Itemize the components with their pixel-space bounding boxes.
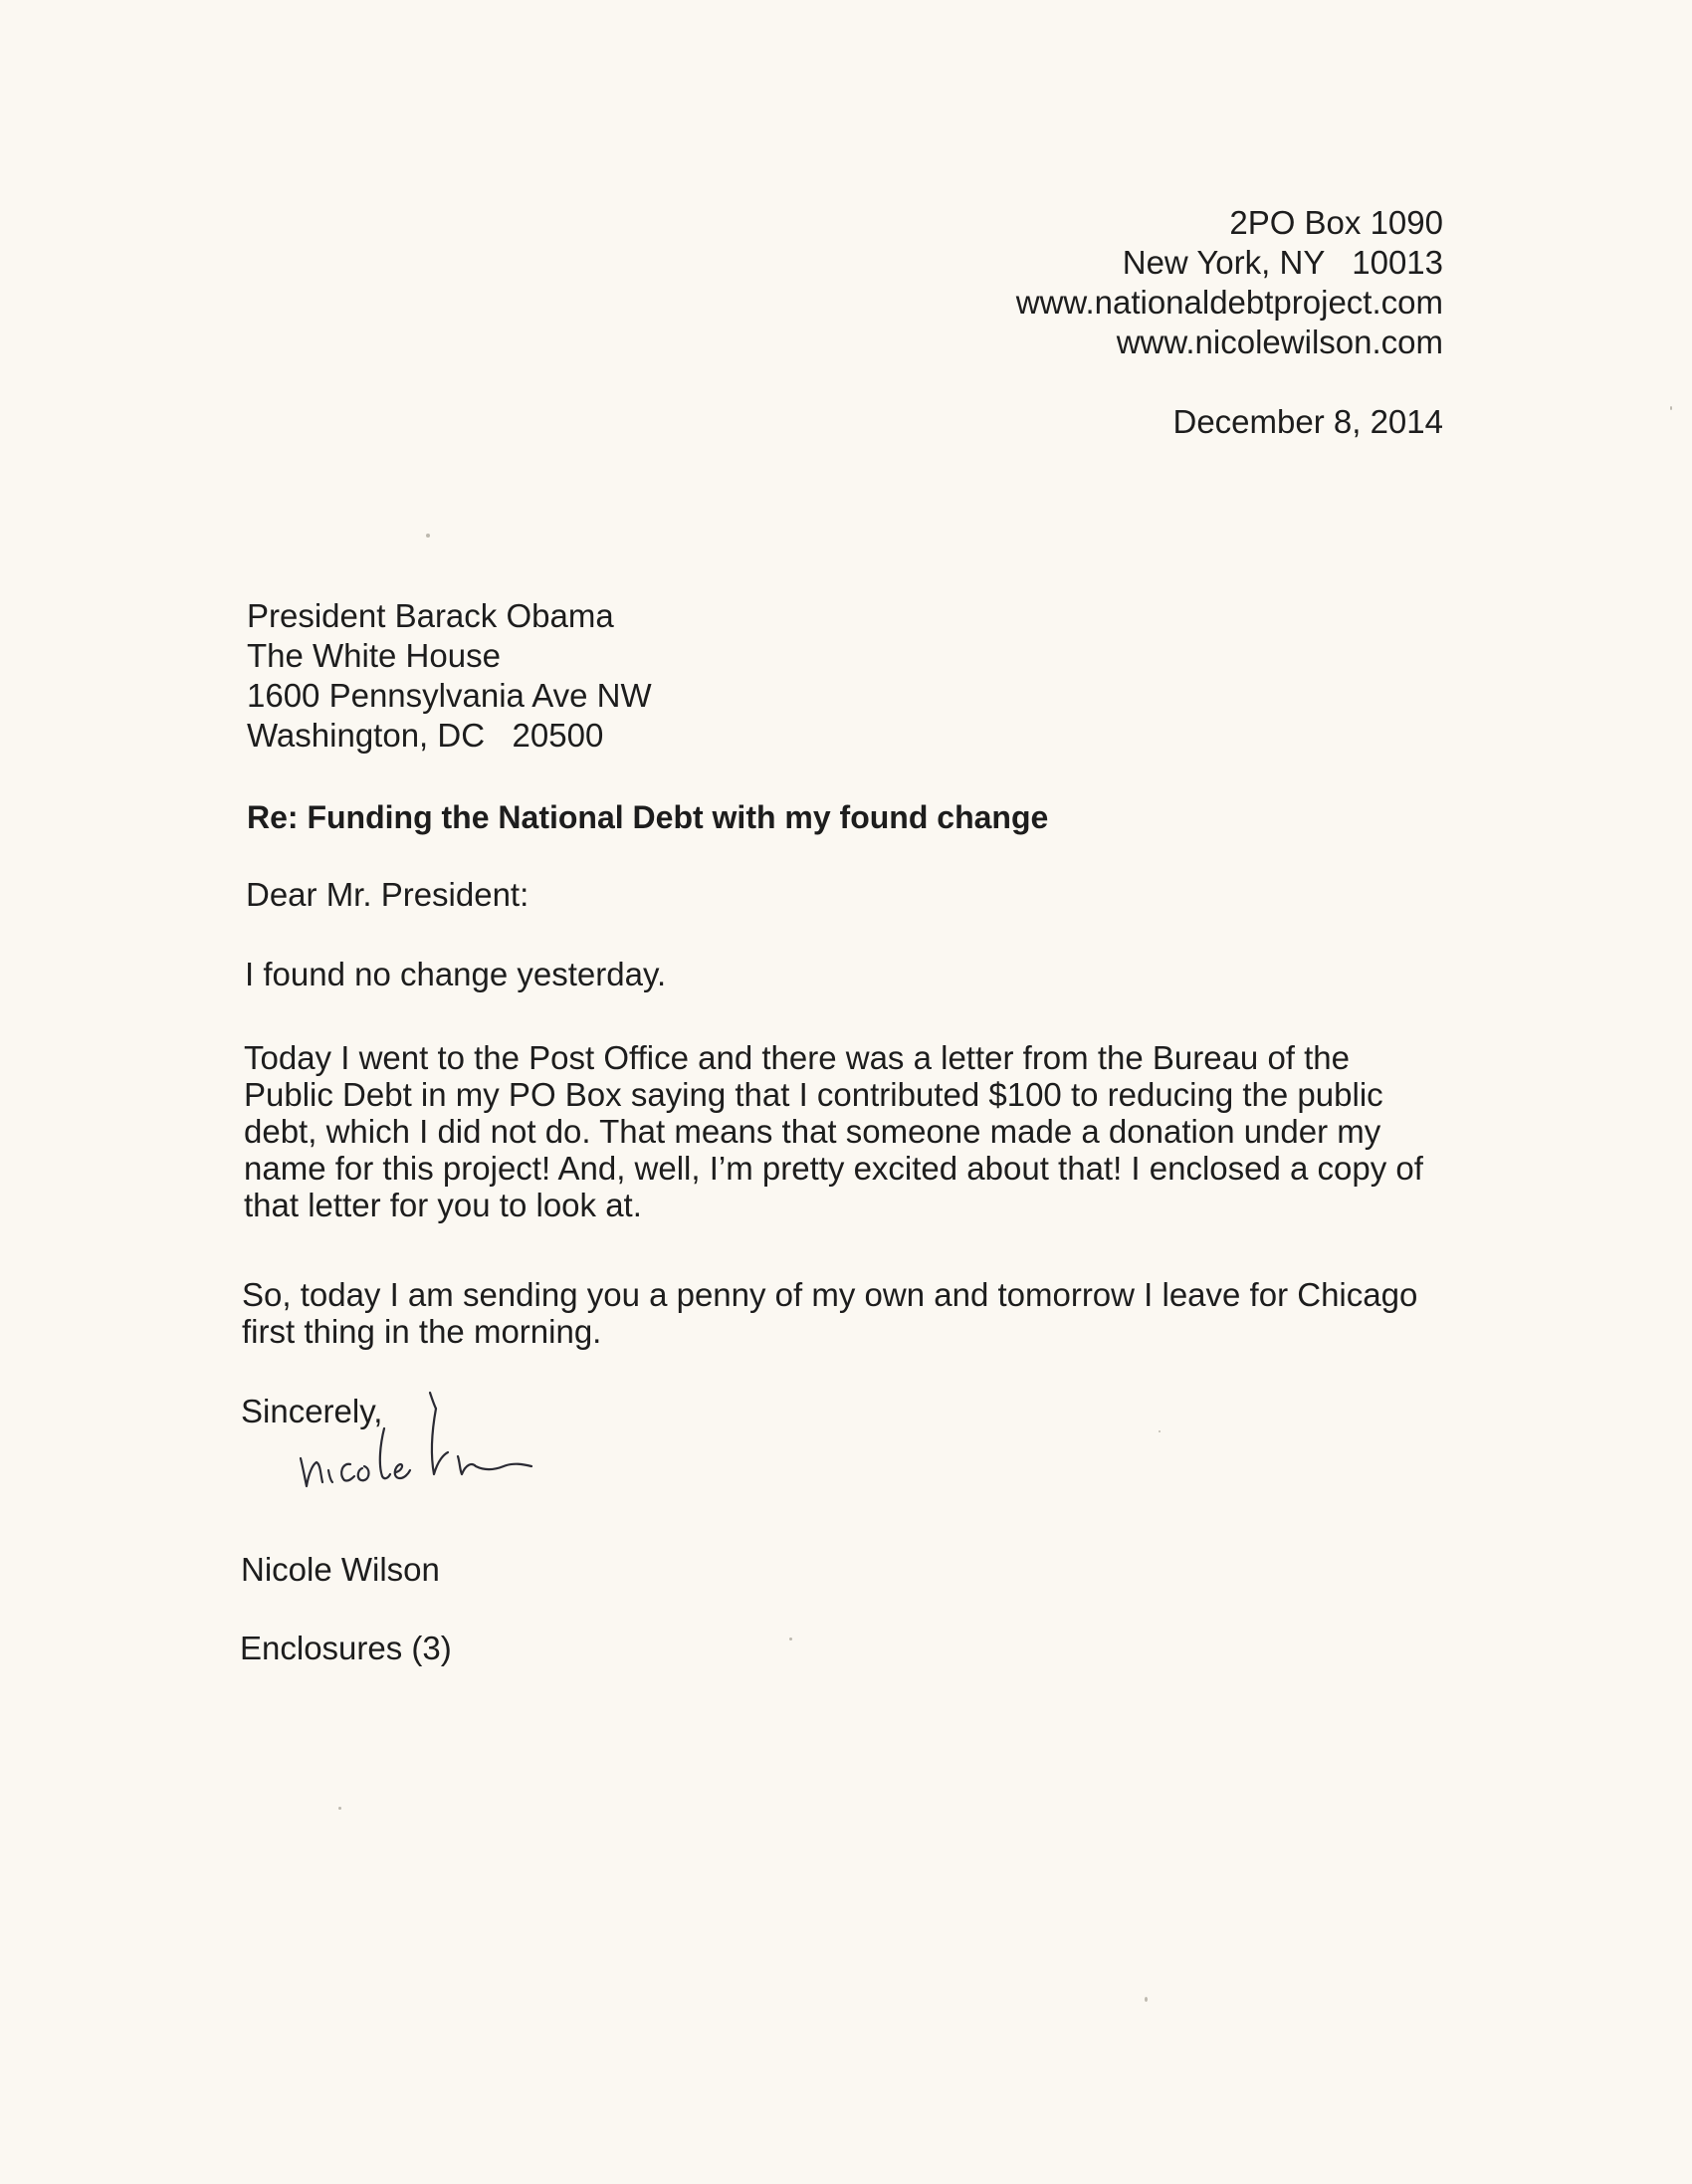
body-paragraph-3 (242, 1276, 1456, 1350)
body-paragraph-1: I found no change yesterday. (245, 956, 667, 992)
paper-speck (338, 1807, 341, 1810)
paragraph-line: Today I went to the Post Office and there was a letter from the Bureau of the (244, 1039, 1351, 1076)
paragraph-line: first thing in the morning. (242, 1313, 602, 1350)
sender-website-1: www.nationaldebtproject.com (1015, 284, 1443, 321)
closing: Sincerely, (241, 1393, 383, 1429)
sender-address-line2: New York, NY 10013 (1122, 244, 1443, 281)
enclosures-close: ) (440, 1630, 452, 1666)
recipient-address-block (247, 596, 652, 756)
signer-name: Nicole Wilson (241, 1551, 440, 1588)
handwritten-signature (289, 1379, 627, 1518)
paragraph-line: debt, which I did not do. That means that someone made a donation under my (244, 1113, 1381, 1150)
sender-address-block (1016, 203, 1443, 362)
paragraph-line: So, today I am sending you a penny of my own and tomorrow I leave for Chicago (242, 1276, 1418, 1313)
enclosures-count: 3 (422, 1630, 441, 1666)
paper-speck (789, 1638, 792, 1640)
salutation: Dear Mr. President: (246, 876, 529, 913)
paper-speck (1145, 1997, 1148, 2002)
enclosures-label: Enclosures ( (240, 1630, 423, 1666)
sender-address-line1: 2PO Box 1090 (1229, 204, 1443, 241)
recipient-name: President Barack Obama (247, 597, 614, 634)
recipient-org: The White House (247, 637, 501, 674)
subject-line: Re: Funding the National Debt with my found change (247, 799, 1049, 835)
sender-website-2: www.nicolewilson.com (1116, 324, 1443, 360)
paragraph-line: that letter for you to look at. (244, 1187, 642, 1223)
paper-speck (426, 534, 430, 538)
paper-speck (1159, 1430, 1161, 1432)
body-paragraph-2 (244, 1039, 1458, 1223)
recipient-city: Washington, DC 20500 (247, 717, 604, 754)
paragraph-line: name for this project! And, well, I’m pretty excited about that! I enclosed a copy of (244, 1150, 1423, 1187)
letter-date: December 8, 2014 (1172, 403, 1443, 440)
paper-speck (1670, 406, 1672, 410)
paragraph-line: Public Debt in my PO Box saying that I contributed $100 to reducing the public (244, 1076, 1383, 1113)
enclosures-line (240, 1629, 452, 1668)
recipient-street: 1600 Pennsylvania Ave NW (247, 677, 652, 714)
